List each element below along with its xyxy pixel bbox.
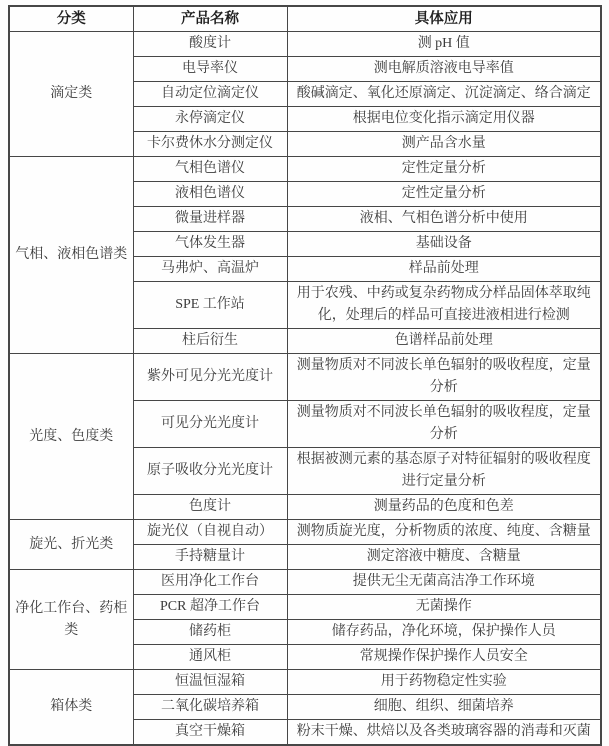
product-cell: 储药柜 xyxy=(133,620,287,645)
application-cell: 基础设备 xyxy=(287,232,601,257)
category-cell: 滴定类 xyxy=(9,32,133,157)
product-cell: 原子吸收分光光度计 xyxy=(133,448,287,495)
application-cell: 根据电位变化指示滴定用仪器 xyxy=(287,107,601,132)
product-cell: 恒温恒湿箱 xyxy=(133,670,287,695)
product-cell: 手持糖量计 xyxy=(133,545,287,570)
table-row xyxy=(9,32,601,57)
product-cell: SPE 工作站 xyxy=(133,282,287,329)
application-cell: 用于药物稳定性实验 xyxy=(287,670,601,695)
product-cell: 气相色谱仪 xyxy=(133,157,287,182)
application-cell: 细胞、组织、细菌培养 xyxy=(287,695,601,720)
application-cell: 定性定量分析 xyxy=(287,182,601,207)
category-cell: 光度、色度类 xyxy=(9,354,133,520)
product-cell: 柱后衍生 xyxy=(133,329,287,354)
product-table xyxy=(8,5,602,746)
table-row xyxy=(9,570,601,595)
application-cell: 色谱样品前处理 xyxy=(287,329,601,354)
product-cell: 液相色谱仪 xyxy=(133,182,287,207)
header-application: 具体应用 xyxy=(287,6,601,32)
application-cell: 根据被测元素的基态原子对特征辐射的吸收程度进行定量分析 xyxy=(287,448,601,495)
product-cell: 旋光仪（自视自动） xyxy=(133,520,287,545)
application-cell: 测电解质溶液电导率值 xyxy=(287,57,601,82)
application-cell: 测量药品的色度和色差 xyxy=(287,495,601,520)
table-row xyxy=(9,670,601,695)
application-cell: 粉末干燥、烘焙以及各类玻璃容器的消毒和灭菌 xyxy=(287,720,601,746)
header-category: 分类 xyxy=(9,6,133,32)
product-cell: 酸度计 xyxy=(133,32,287,57)
application-cell: 酸碱滴定、氧化还原滴定、沉淀滴定、络合滴定 xyxy=(287,82,601,107)
product-cell: 永停滴定仪 xyxy=(133,107,287,132)
table-row xyxy=(9,520,601,545)
product-cell: 马弗炉、高温炉 xyxy=(133,257,287,282)
category-cell: 气相、液相色谱类 xyxy=(9,157,133,354)
application-cell: 常规操作保护操作人员安全 xyxy=(287,645,601,670)
product-cell: 色度计 xyxy=(133,495,287,520)
application-cell: 测量物质对不同波长单色辐射的吸收程度，定量分析 xyxy=(287,354,601,401)
application-cell: 用于农残、中药或复杂药物成分样品固体萃取纯化，处理后的样品可直接进液相进行检测 xyxy=(287,282,601,329)
product-cell: 电导率仪 xyxy=(133,57,287,82)
category-cell: 箱体类 xyxy=(9,670,133,746)
application-cell: 测产品含水量 xyxy=(287,132,601,157)
header-product: 产品名称 xyxy=(133,6,287,32)
product-cell: 卡尔费休水分测定仪 xyxy=(133,132,287,157)
application-cell: 液相、气相色谱分析中使用 xyxy=(287,207,601,232)
category-cell: 净化工作台、药柜类 xyxy=(9,570,133,670)
application-cell: 无菌操作 xyxy=(287,595,601,620)
product-cell: 医用净化工作台 xyxy=(133,570,287,595)
table-row xyxy=(9,354,601,401)
product-cell: 气体发生器 xyxy=(133,232,287,257)
application-cell: 样品前处理 xyxy=(287,257,601,282)
product-cell: 二氧化碳培养箱 xyxy=(133,695,287,720)
application-cell: 测 pH 值 xyxy=(287,32,601,57)
application-cell: 测量物质对不同波长单色辐射的吸收程度，定量分析 xyxy=(287,401,601,448)
product-cell: PCR 超净工作台 xyxy=(133,595,287,620)
category-cell: 旋光、折光类 xyxy=(9,520,133,570)
product-cell: 可见分光光度计 xyxy=(133,401,287,448)
application-cell: 测定溶液中糖度、含糖量 xyxy=(287,545,601,570)
product-cell: 真空干燥箱 xyxy=(133,720,287,746)
application-cell: 定性定量分析 xyxy=(287,157,601,182)
table-row xyxy=(9,157,601,182)
header-row xyxy=(9,6,601,32)
application-cell: 储存药品，净化环境，保护操作人员 xyxy=(287,620,601,645)
product-cell: 紫外可见分光光度计 xyxy=(133,354,287,401)
application-cell: 测物质旋光度，分析物质的浓度、纯度、含糖量 xyxy=(287,520,601,545)
product-cell: 自动定位滴定仪 xyxy=(133,82,287,107)
application-cell: 提供无尘无菌高洁净工作环境 xyxy=(287,570,601,595)
product-cell: 通风柜 xyxy=(133,645,287,670)
product-cell: 微量进样器 xyxy=(133,207,287,232)
